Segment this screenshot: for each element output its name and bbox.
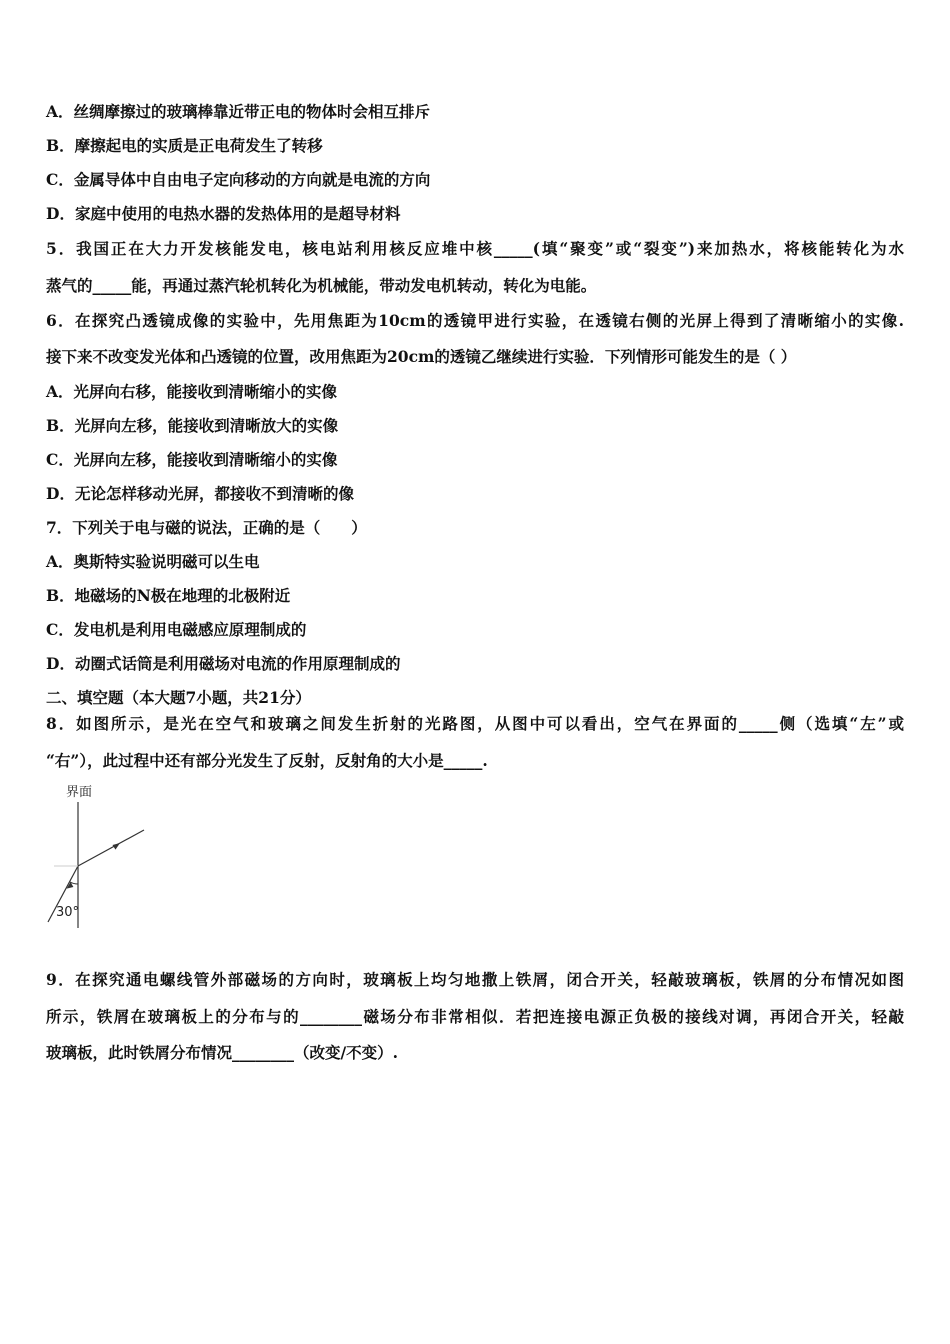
q9-line-1: 9．在探究通电螺线管外部磁场的方向时，玻璃板上均匀地撒上铁屑，闭合开关，轻敲玻璃板，铁屑的分布情况如图 [46, 970, 904, 989]
q6-option-c: C．光屏向左移，能接收到清晰缩小的实像 [46, 450, 338, 469]
q4-option-c: C．金属导体中自由电子定向移动的方向就是电流的方向 [46, 170, 431, 189]
q4-option-d: D．家庭中使用的电热水器的发热体用的是超导材料 [46, 204, 401, 223]
q6-line-1: 6．在探究凸透镜成像的实验中，先用焦距为10cm的透镜甲进行实验，在透镜右侧的光屏上得到了清晰缩小的实像. [46, 311, 904, 330]
q4-option-b: B．摩擦起电的实质是正电荷发生了转移 [46, 136, 323, 155]
q8-line-1: 8．如图所示，是光在空气和玻璃之间发生折射的光路图，从图中可以看出，空气在界面的_____侧（选填“左”或 [46, 714, 904, 733]
angle-label: 30° [56, 905, 80, 920]
q7-option-a: A．奥斯特实验说明磁可以生电 [46, 552, 260, 571]
refraction-diagram [44, 780, 154, 930]
q7-option-d: D．动圈式话筒是利用磁场对电流的作用原理制成的 [46, 654, 401, 673]
q6-line-2: 接下来不改变发光体和凸透镜的位置，改用焦距为20cm的透镜乙继续进行实验．下列情形可能发生的是（ ） [46, 347, 797, 366]
refracted-ray [78, 830, 144, 866]
q7-option-b: B．地磁场的N极在地理的北极附近 [46, 586, 291, 605]
q5-line-1: 5．我国正在大力开发核能发电，核电站利用核反应堆中核_____(填“聚变”或“裂变”)来加热水，将核能转化为水 [46, 239, 904, 258]
q7-option-c: C．发电机是利用电磁感应原理制成的 [46, 620, 307, 639]
refracted-arrow-icon [113, 843, 121, 850]
q6-option-b: B．光屏向左移，能接收到清晰放大的实像 [46, 416, 339, 435]
interface-label: 界面 [66, 785, 93, 800]
q4-option-a: A．丝绸摩擦过的玻璃棒靠近带正电的物体时会相互排斥 [46, 102, 431, 121]
q6-option-d: D．无论怎样移动光屏，都接收不到清晰的像 [46, 484, 354, 503]
q6-option-a: A．光屏向右移，能接收到清晰缩小的实像 [46, 382, 338, 401]
q9-line-3: 玻璃板，此时铁屑分布情况________（改变/不变）. [46, 1043, 399, 1062]
q9-line-2: 所示，铁屑在玻璃板上的分布与的________磁场分布非常相似．若把连接电源正负极的接线对调，再闭合开关，轻敲 [46, 1007, 904, 1026]
refraction-diagram-svg [44, 780, 154, 930]
q7-stem: 7．下列关于电与磁的说法，正确的是（ ） [46, 518, 367, 537]
q8-line-2: “右”），此过程中还有部分光发生了反射，反射角的大小是_____. [46, 751, 488, 770]
q5-line-2: 蒸气的_____能，再通过蒸汽轮机转化为机械能，带动发电机转动，转化为电能。 [46, 276, 597, 295]
section-heading: 二、填空题（本大题7小题，共21分） [46, 688, 311, 707]
